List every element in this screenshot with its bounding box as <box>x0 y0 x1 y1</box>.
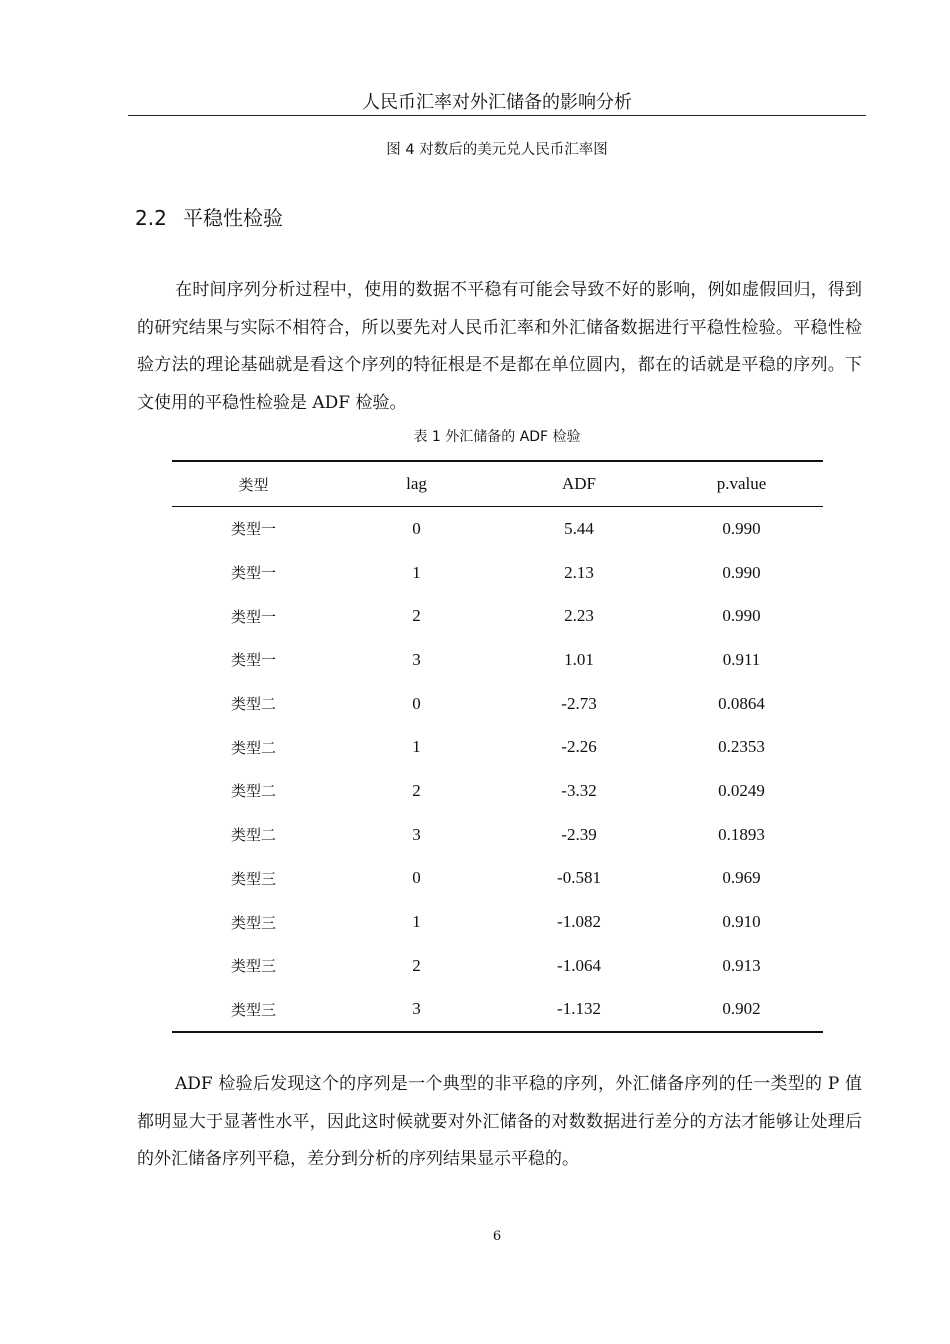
paragraph-intro <box>137 272 862 422</box>
cell-type: 类型三 <box>230 1000 276 1019</box>
table-header-row <box>172 461 823 507</box>
table-row <box>172 638 823 682</box>
cell-type: 类型二 <box>230 738 276 757</box>
cell-type: 类型二 <box>230 782 276 801</box>
cell-lag: 2 <box>412 606 421 626</box>
cell-adf: 2.23 <box>564 606 594 626</box>
cell-adf: -1.064 <box>557 955 601 975</box>
header-adf: ADF <box>561 474 596 493</box>
cell-lag: 1 <box>412 737 421 757</box>
table-row <box>172 594 823 638</box>
cell-lag: 0 <box>412 693 421 713</box>
paragraph-conclusion-text: ADF 检验后发现这个的序列是一个典型的非平稳的序列，外汇储备序列的任一类型的 P 值都明显大于显著性水平，因此这时候就要对外汇储备的对数数据进行差分的方法才能够让处理后的外汇储备序列平稳，差分到分析的序列结果显示平稳的。 <box>137 1074 862 1169</box>
header-pvalue: p.value <box>716 474 767 493</box>
cell-pvalue: 0.0249 <box>718 780 765 800</box>
cell-adf: -1.132 <box>557 999 601 1019</box>
cell-pvalue: 0.911 <box>722 649 761 669</box>
cell-lag: 3 <box>412 649 421 669</box>
page-number: 6 <box>492 1229 502 1244</box>
cell-type: 类型三 <box>230 869 276 888</box>
header-lag: lag <box>406 474 427 493</box>
table-row <box>172 900 823 944</box>
cell-lag: 0 <box>412 518 421 538</box>
cell-type: 类型三 <box>230 913 276 932</box>
table-body <box>172 507 823 1033</box>
cell-type: 类型一 <box>230 520 276 539</box>
cell-adf: -0.581 <box>557 868 601 888</box>
table-row <box>172 813 823 857</box>
adf-table <box>172 460 823 1033</box>
cell-type: 类型三 <box>230 957 276 976</box>
table-row <box>172 551 823 595</box>
cell-lag: 2 <box>412 780 421 800</box>
table-row <box>172 988 823 1033</box>
cell-lag: 2 <box>412 955 421 975</box>
cell-adf: -3.32 <box>561 780 597 800</box>
cell-type: 类型二 <box>230 695 276 714</box>
header-rule <box>128 115 866 116</box>
table-caption: 表 1 外汇储备的 ADF 检验 <box>413 429 581 445</box>
header-type: 类型 <box>238 475 269 494</box>
section-heading <box>135 203 283 233</box>
cell-pvalue: 0.910 <box>722 912 761 932</box>
cell-type: 类型一 <box>230 607 276 626</box>
cell-pvalue: 0.2353 <box>718 737 765 757</box>
paragraph-intro-text: 在时间序列分析过程中，使用的数据不平稳有可能会导致不好的影响，例如虚假回归，得到的研究结果与实际不相符合，所以要先对人民币汇率和外汇储备数据进行平稳性检验。平稳性检验方法的理论基础就是看这个序列的特征根是不是都在单位圆内，都在的话就是平稳的序列。下文使用的平稳性检验是 ADF 检验。 <box>137 280 862 413</box>
cell-type: 类型一 <box>230 651 276 670</box>
cell-lag: 0 <box>412 868 421 888</box>
cell-pvalue: 0.990 <box>722 606 761 626</box>
section-number: 2.2 <box>135 206 167 230</box>
table-row <box>172 944 823 988</box>
cell-lag: 1 <box>412 562 421 582</box>
cell-pvalue: 0.1893 <box>718 824 765 844</box>
table-row <box>172 769 823 813</box>
cell-adf: 2.13 <box>564 562 594 582</box>
section-title: 平稳性检验 <box>183 206 283 230</box>
cell-pvalue: 0.902 <box>722 999 761 1019</box>
cell-pvalue: 0.969 <box>722 868 761 888</box>
cell-adf: -2.39 <box>561 824 597 844</box>
table-row <box>172 725 823 769</box>
cell-adf: -2.26 <box>561 737 597 757</box>
cell-lag: 3 <box>412 999 421 1019</box>
cell-type: 类型一 <box>230 564 276 583</box>
paragraph-conclusion <box>137 1066 862 1179</box>
cell-pvalue: 0.990 <box>722 518 761 538</box>
cell-type: 类型二 <box>230 826 276 845</box>
cell-pvalue: 0.913 <box>722 955 761 975</box>
cell-pvalue: 0.0864 <box>718 693 765 713</box>
table-row <box>172 682 823 726</box>
running-header: 人民币汇率对外汇储备的影响分析 <box>362 92 632 113</box>
cell-lag: 1 <box>412 912 421 932</box>
cell-pvalue: 0.990 <box>722 562 761 582</box>
cell-adf: 5.44 <box>564 518 594 538</box>
figure-caption: 图 4 对数后的美元兑人民币汇率图 <box>386 142 608 158</box>
table-row <box>172 507 823 551</box>
cell-adf: -1.082 <box>557 912 601 932</box>
table-row <box>172 857 823 901</box>
cell-adf: 1.01 <box>564 649 594 669</box>
cell-lag: 3 <box>412 824 421 844</box>
cell-adf: -2.73 <box>561 693 597 713</box>
